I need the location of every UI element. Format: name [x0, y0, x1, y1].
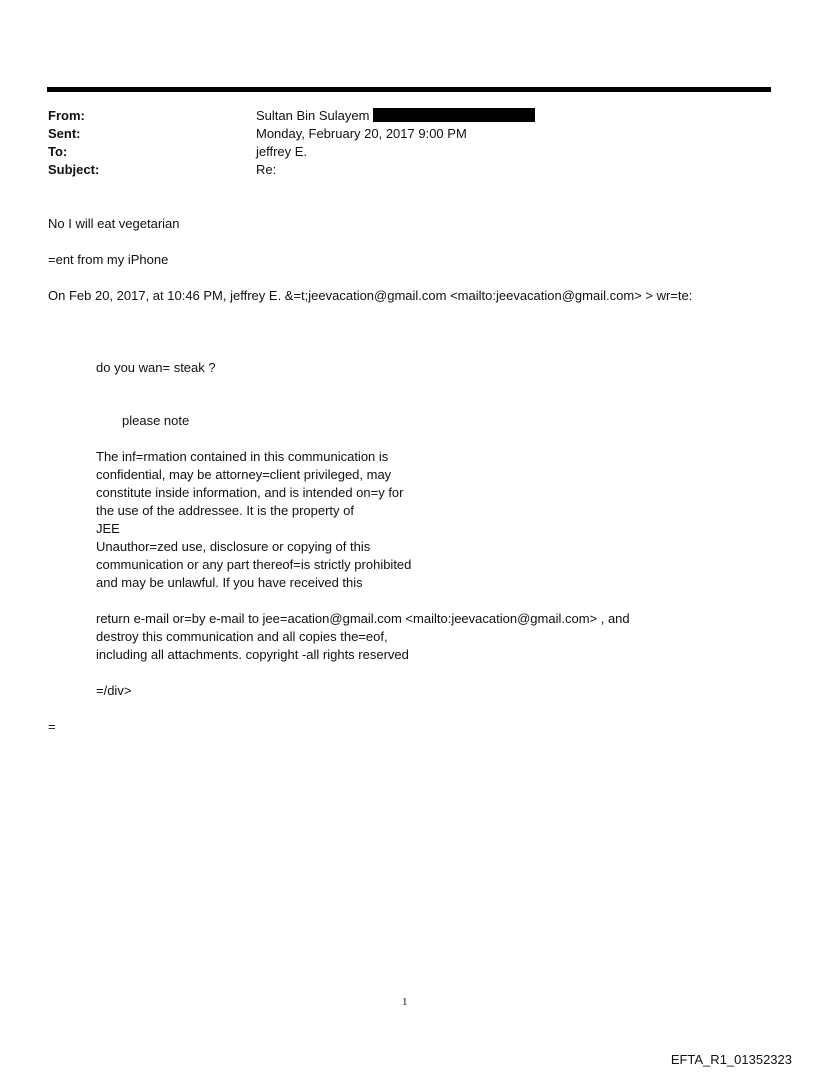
- redaction-bar: [373, 108, 535, 122]
- disclaimer-line: and may be unlawful. If you have received this: [96, 575, 363, 590]
- signature-text: =ent from my iPhone: [48, 252, 169, 267]
- disclaimer-line: the use of the addressee. It is the property of: [96, 503, 354, 518]
- from-value-wrap: [256, 107, 535, 125]
- from-value: Sultan Bin Sulayem: [256, 108, 370, 123]
- return-block: [96, 610, 630, 664]
- to-label: To:: [48, 144, 68, 159]
- question-text: do you wan= steak ?: [96, 360, 216, 375]
- from-label: From:: [48, 108, 85, 123]
- sent-value: Monday, February 20, 2017 9:00 PM: [256, 126, 467, 141]
- subject-value: Re:: [256, 162, 277, 177]
- header-rule: [47, 87, 771, 92]
- closing-div-text: =/div>: [96, 683, 132, 698]
- disclaimer-line: constitute inside information, and is intended on=y for: [96, 485, 404, 500]
- disclaimer-line: Unauthor=zed use, disclosure or copying of this: [96, 539, 371, 554]
- return-line: including all attachments. copyright -all rights reserved: [96, 647, 409, 662]
- disclaimer-block: [96, 448, 411, 592]
- return-line: destroy this communication and all copies the=eof,: [96, 629, 388, 644]
- note-heading: please note: [122, 413, 190, 428]
- disclaimer-line: confidential, may be attorney=client privileged, may: [96, 467, 392, 482]
- subject-label: Subject:: [48, 162, 100, 177]
- quote-intro: On Feb 20, 2017, at 10:46 PM, jeffrey E. &=t;jeevacation@gmail.com <mailto:jeevacation@gmail.com> > wr=te:: [48, 288, 693, 303]
- return-line: return e-mail or=by e-mail to jee=acation@gmail.com <mailto:jeevacation@gmail.com> , and: [96, 611, 630, 626]
- trailing-text: =: [48, 719, 56, 734]
- to-value: jeffrey E.: [256, 144, 308, 159]
- disclaimer-line: The inf=rmation contained in this communication is: [96, 449, 389, 464]
- page-number: 1: [402, 996, 408, 1008]
- reply-text: No I will eat vegetarian: [48, 216, 180, 231]
- sent-label: Sent:: [48, 126, 81, 141]
- disclaimer-line: JEE: [96, 521, 120, 536]
- disclaimer-line: communication or any part thereof=is strictly prohibited: [96, 557, 412, 572]
- document-id: EFTA_R1_01352323: [670, 1052, 792, 1067]
